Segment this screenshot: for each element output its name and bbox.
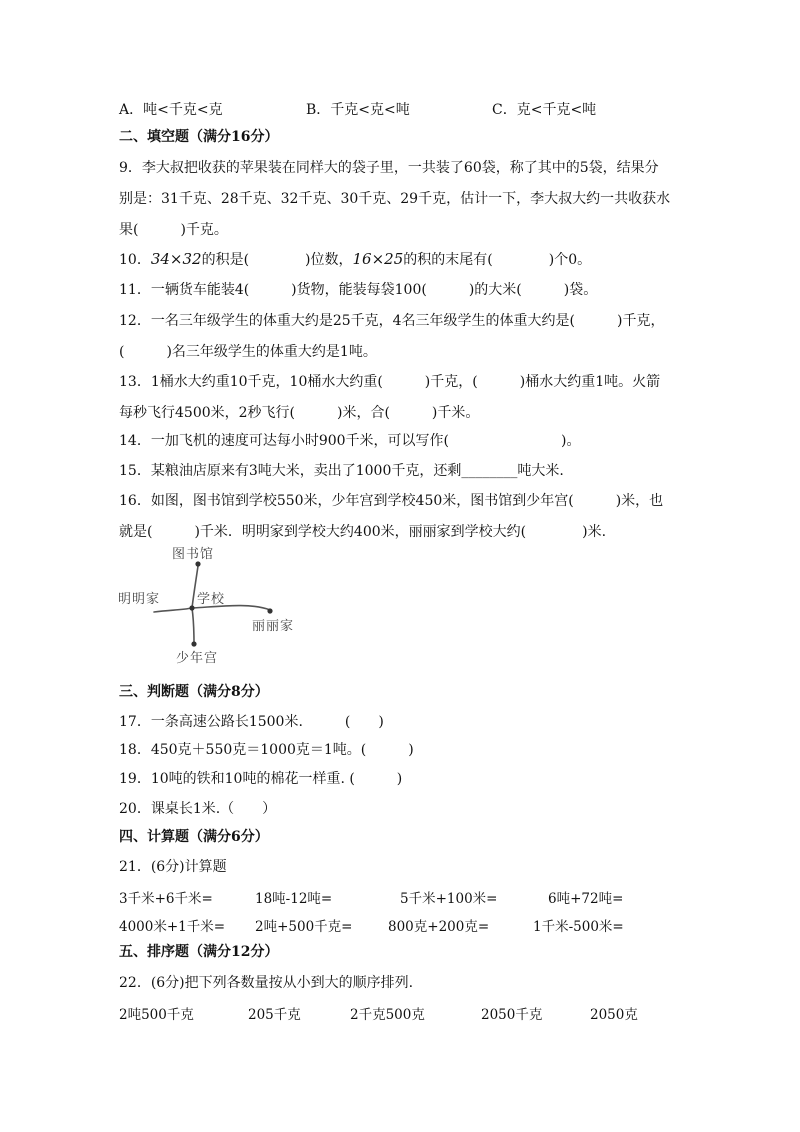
order-item: 2吨500千克 <box>119 1007 194 1023</box>
section-ordering-title: 五、排序题（满分12分） <box>119 944 279 960</box>
q10-expr2: 16×25 <box>352 250 404 268</box>
map-label-library: 图书馆 <box>172 547 215 562</box>
q18: 18．450克＋550克＝1000克＝1吨。( ) <box>119 742 414 758</box>
calc-item: 1千米-500米= <box>533 919 624 935</box>
youth-palace-point <box>191 641 196 646</box>
q10-mid: 的积是( )位数， <box>201 252 353 268</box>
q21-title: 21．(6分)计算题 <box>119 859 227 875</box>
option-b: B．千克<克<吨 <box>306 102 410 118</box>
q9-line2: 别是：31千克、28千克、32千克、30千克、29千克，估计一下，李大叔大约一共收获水 <box>119 191 671 207</box>
order-item: 2千克500克 <box>350 1007 425 1023</box>
section-calculation-title: 四、计算题（满分6分） <box>119 829 269 845</box>
q10-expr1: 34×32 <box>150 250 202 268</box>
road-mingming-school <box>154 608 192 612</box>
option-a: A．吨<千克<克 <box>119 102 223 118</box>
order-item: 2050克 <box>590 1007 638 1023</box>
q17: 17．一条高速公路长1500米. ( ) <box>119 714 384 730</box>
q16-line2: 就是( )千米．明明家到学校大约400米，丽丽家到学校大约( )米. <box>119 524 607 540</box>
q15: 15．某粮油店原来有3吨大米，卖出了1000千克，还剩________吨大米. <box>119 463 564 479</box>
order-item: 2050千克 <box>481 1007 543 1023</box>
q19: 19．10吨的铁和10吨的棉花一样重. ( ) <box>119 771 403 787</box>
q10-post: 的积的末尾有( )个0。 <box>403 252 592 268</box>
q16-line1: 16．如图，图书馆到学校550米，少年宫到学校450米，图书馆到少年宫( )米，也 <box>119 493 664 509</box>
q13-line1: 13．1桶水大约重10千克，10桶水大约重( )千克，( )桶水大约重1吨。火箭 <box>119 374 661 390</box>
q12-line2: ( )名三年级学生的体重大约是1吨。 <box>119 344 377 360</box>
map-label-lili: 丽丽家 <box>252 619 295 634</box>
lili-point <box>267 608 272 613</box>
calc-item: 6吨+72吨= <box>548 891 624 907</box>
q14: 14．一加飞机的速度可达每小时900千米，可以写作( )。 <box>119 433 581 449</box>
map-label-school: 学校 <box>197 592 226 607</box>
library-point <box>195 561 200 566</box>
q9-line3: 果( )千克。 <box>119 222 228 238</box>
calc-item: 4000米+1千米= <box>119 919 226 935</box>
section-judgement-title: 三、判断题（满分8分） <box>119 684 269 700</box>
section-fill-blank-title: 二、填空题（满分16分） <box>119 129 279 145</box>
q10 <box>119 250 591 269</box>
calc-item: 2吨+500千克= <box>255 919 353 935</box>
q10-number: 10． <box>119 252 151 268</box>
q12-line1: 12．一名三年级学生的体重大约是25千克，4名三年级学生的体重大约是( )千克， <box>119 313 665 329</box>
q9-line1: 9．李大叔把收获的苹果装在同样大的袋子里，一共装了60袋，称了其中的5袋，结果分 <box>119 160 659 176</box>
q20: 20．课桌长1米.（ ） <box>119 801 277 817</box>
calc-item: 5千米+100米= <box>400 891 498 907</box>
q22-title: 22．(6分)把下列各数量按从小到大的顺序排列. <box>119 975 414 991</box>
calc-item: 800克+200克= <box>388 919 490 935</box>
order-item: 205千克 <box>248 1007 301 1023</box>
q13-line2: 每秒飞行4500米，2秒飞行( )米，合( )千米。 <box>119 405 480 421</box>
school-point <box>189 605 194 610</box>
map-label-youth-palace: 少年宫 <box>176 651 219 666</box>
road-school-youth <box>192 608 194 644</box>
option-c: C．克<千克<吨 <box>492 102 597 118</box>
calc-item: 3千米+6千米= <box>119 891 213 907</box>
map-label-mingming: 明明家 <box>118 592 161 607</box>
q11: 11．一辆货车能装4( )货物，能装每袋100( )的大米( )袋。 <box>119 282 598 298</box>
calc-item: 18吨-12吨= <box>255 891 333 907</box>
